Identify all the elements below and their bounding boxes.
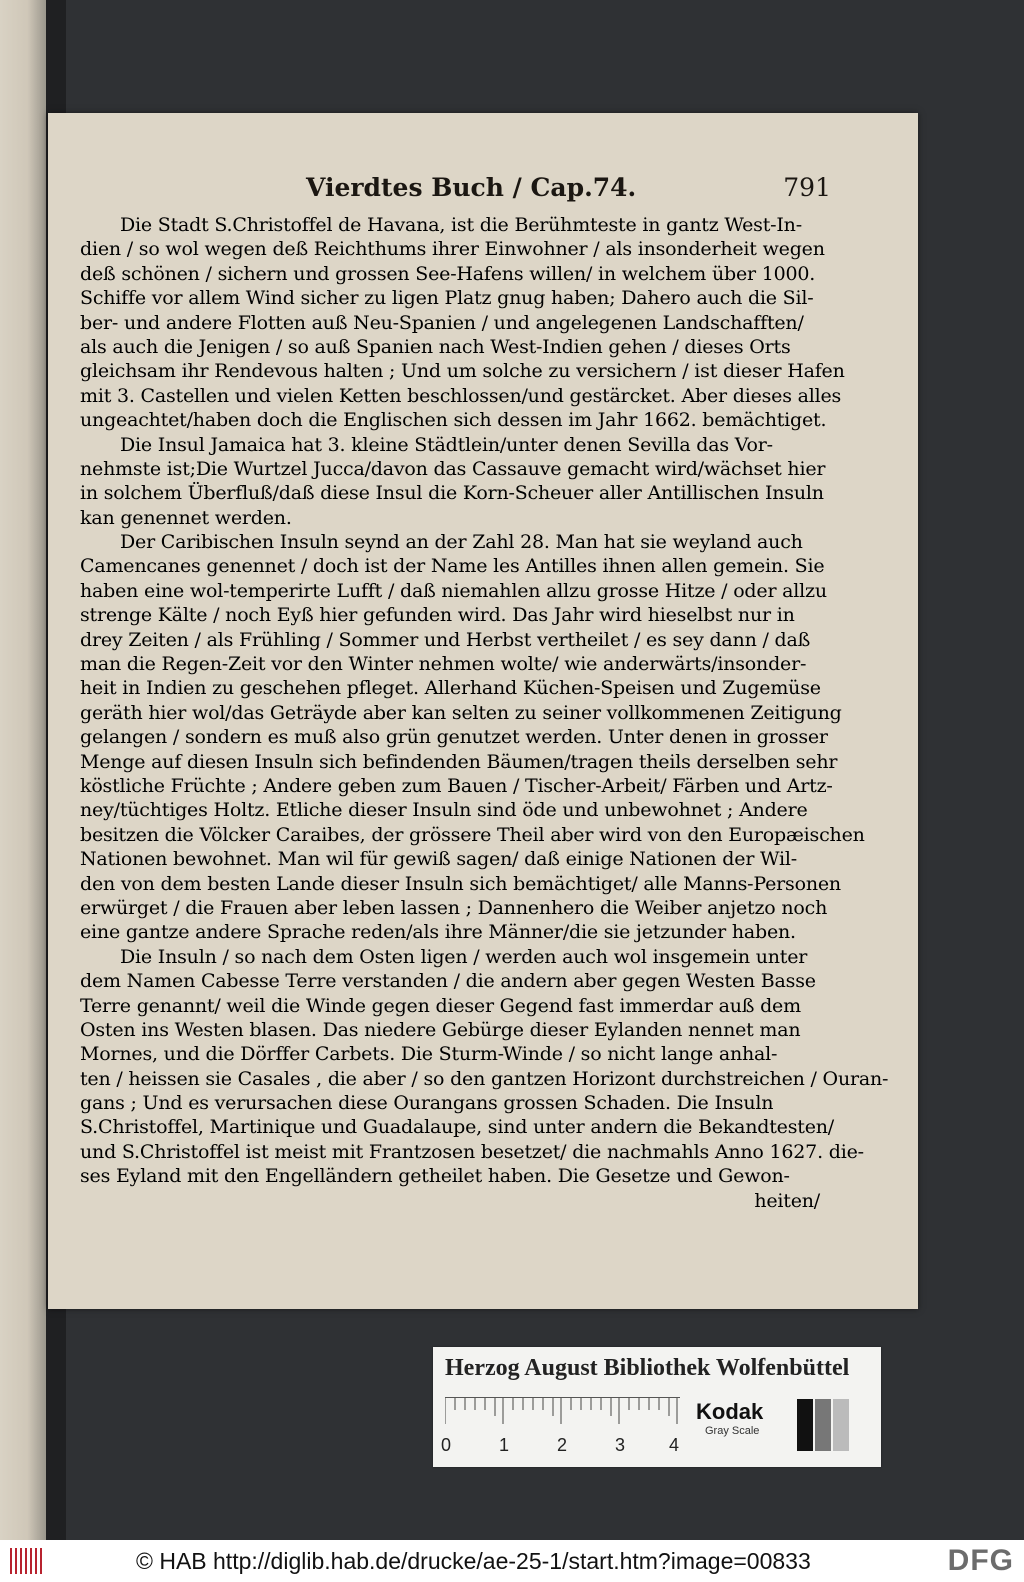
text-line: Der Caribischen Insuln seynd an der Zahl 28. Man hat sie weyland auch [120, 531, 803, 554]
text-line: dem Namen Cabesse Terre verstanden / die andern aber gegen Westen Basse [80, 970, 816, 993]
adjacent-page-edge [0, 0, 46, 1540]
catchword: heiten/ [754, 1189, 820, 1212]
text-line: geräth hier wol/das Geträyde aber kan selten zu seiner vollkommenen Zeitigung [80, 701, 842, 724]
text-line: gleichsam ihr Rendevous halten ; Und um solche zu versichern / ist dieser Hafen [80, 360, 845, 383]
text-line: dien / so wol wegen deß Reichthums ihrer Einwohner / als insonderheit wegen [80, 238, 825, 261]
text-line: besitzen die Völcker Caraibes, der grössere Theil aber wird von den Europæischen [80, 823, 865, 846]
text-line: mit 3. Castellen und vielen Ketten beschlossen/und gestärcket. Aber dieses alles [80, 384, 842, 407]
text-line: ber- und andere Flotten auß Neu-Spanien / und angelegenen Landschafften/ [80, 311, 804, 334]
library-scale-card [433, 1347, 881, 1467]
ruler-scale [445, 1397, 680, 1428]
gray-swatch-black [797, 1399, 813, 1451]
text-line: ney/tüchtiges Holtz. Etliche dieser Insuln sind öde und unbewohnet ; Andere [80, 799, 808, 822]
dfg-logo: DFG [947, 1544, 1014, 1577]
text-line: den von dem besten Lande dieser Insuln sich bemächtiget/ alle Manns-Personen [80, 872, 841, 895]
text-line: Nationen bewohnet. Man wil für gewiß sagen/ daß einige Nationen der Wil- [80, 848, 798, 871]
gray-swatch-light [833, 1399, 849, 1451]
text-line: und S.Christoffel ist meist mit Frantzosen besetzet/ die nachmahls Anno 1627. die- [80, 1140, 864, 1163]
text-line: erwürget / die Frauen aber leben lassen ; Dannenhero die Weiber anjetzo noch [80, 896, 828, 919]
text-line: Terre genannt/ weil die Winde gegen dieser Gegend fast immerdar auß dem [80, 994, 801, 1017]
ruler-label: 0 [441, 1435, 452, 1455]
text-line: Schiffe vor allem Wind sicher zu ligen Platz gnug haben; Dahero auch die Sil- [80, 287, 814, 310]
text-line: Mornes, und die Dörffer Carbets. Die Sturm-Winde / so nicht lange anhal- [80, 1043, 778, 1066]
text-line: Camencanes genennet / doch ist der Name les Antilles ihnen allen gemein. Sie [80, 555, 825, 578]
running-head [96, 173, 831, 205]
text-line: Menge auf diesen Insuln sich befindenden Bäumen/tragen theils derselben sehr [80, 750, 838, 773]
text-line: Die Insuln / so nach dem Osten ligen / werden auch wol insgemein unter [120, 945, 808, 968]
text-line: deß schönen / sichern und grossen See-Hafens willen/ in welchem über 1000. [80, 262, 816, 285]
text-line: eine gantze andere Sprache reden/als ihre Männer/die sie jetzunder haben. [80, 921, 796, 944]
text-line: heit in Indien zu geschehen pfleget. Allerhand Küchen-Speisen und Zugemüse [80, 677, 821, 700]
text-line: als auch die Jenigen / so auß Spanien nach West-Indien gehen / dieses Orts [80, 335, 791, 358]
text-line: Die Insul Jamaica hat 3. kleine Städtlein/unter denen Sevilla das Vor- [120, 433, 773, 456]
running-title: Vierdtes Buch / Cap.74. [306, 173, 637, 202]
text-line: gans ; Und es verursachen diese Ourangans grossen Schaden. Die Insuln [80, 1092, 774, 1115]
page-number: 791 [783, 173, 831, 202]
text-line: ses Eyland mit den Engelländern getheilet haben. Die Gesetze und Gewon- [80, 1165, 790, 1188]
gray-scale-label: Gray Scale [705, 1425, 760, 1437]
text-line: man die Regen-Zeit vor den Winter nehmen wolte/ wie anderwärts/insonder- [80, 653, 807, 676]
kodak-brand: Kodak [696, 1399, 764, 1424]
book-page [48, 113, 918, 1309]
copyright-url[interactable]: © HAB http://diglib.hab.de/drucke/ae-25-1/start.htm?image=00833 [136, 1548, 811, 1574]
text-line: ungeachtet/haben doch die Englischen sich dessen im Jahr 1662. bemächtiget. [80, 409, 827, 432]
text-line: haben eine wol-temperirte Lufft / daß niemahlen allzu grosse Hitze / oder allzu [80, 579, 827, 602]
text-line: S.Christoffel, Martinique und Guadalaupe, sind unter andern die Bekandtesten/ [80, 1116, 834, 1139]
barcode-icon [10, 1548, 44, 1574]
text-line: kan genennet werden. [80, 506, 292, 529]
text-line: ten / heissen sie Casales , die aber / so den gantzen Horizont durchstreichen / Ouran- [80, 1067, 889, 1090]
ruler-label: 3 [615, 1435, 626, 1455]
ruler-label: 2 [557, 1435, 568, 1455]
footer-bar [0, 1540, 1024, 1582]
text-line: strenge Kälte / noch Eyß hier gefunden wird. Das Jahr wird hieselbst nur in [80, 604, 795, 627]
text-line: Die Stadt S.Christoffel de Havana, ist die Berühmteste in gantz West-In- [120, 214, 802, 236]
text-line: Osten ins Westen blasen. Das niedere Gebürge dieser Eylanden nennet man [80, 1018, 801, 1041]
text-line: gelangen / sondern es muß also grün genutzet werden. Unter denen in grosser [80, 726, 828, 749]
ruler-label: 1 [499, 1435, 510, 1455]
gray-swatch-mid [815, 1399, 831, 1451]
text-line: in solchem Überfluß/daß diese Insul die Korn-Scheuer aller Antillischen Insuln [80, 482, 824, 505]
library-name: Herzog August Bibliothek Wolfenbüttel [445, 1355, 850, 1381]
text-line: köstliche Früchte ; Andere geben zum Bauen / Tischer-Arbeit/ Färben und Artz- [80, 774, 833, 797]
text-line: drey Zeiten / als Frühling / Sommer und Herbst vertheilet / es sey dann / daß [80, 628, 811, 651]
body-text [80, 213, 889, 1213]
ruler-label: 4 [669, 1435, 680, 1455]
text-line: nehmste ist;Die Wurtzel Jucca/davon das Cassauve gemacht wird/wächset hier [80, 457, 826, 480]
